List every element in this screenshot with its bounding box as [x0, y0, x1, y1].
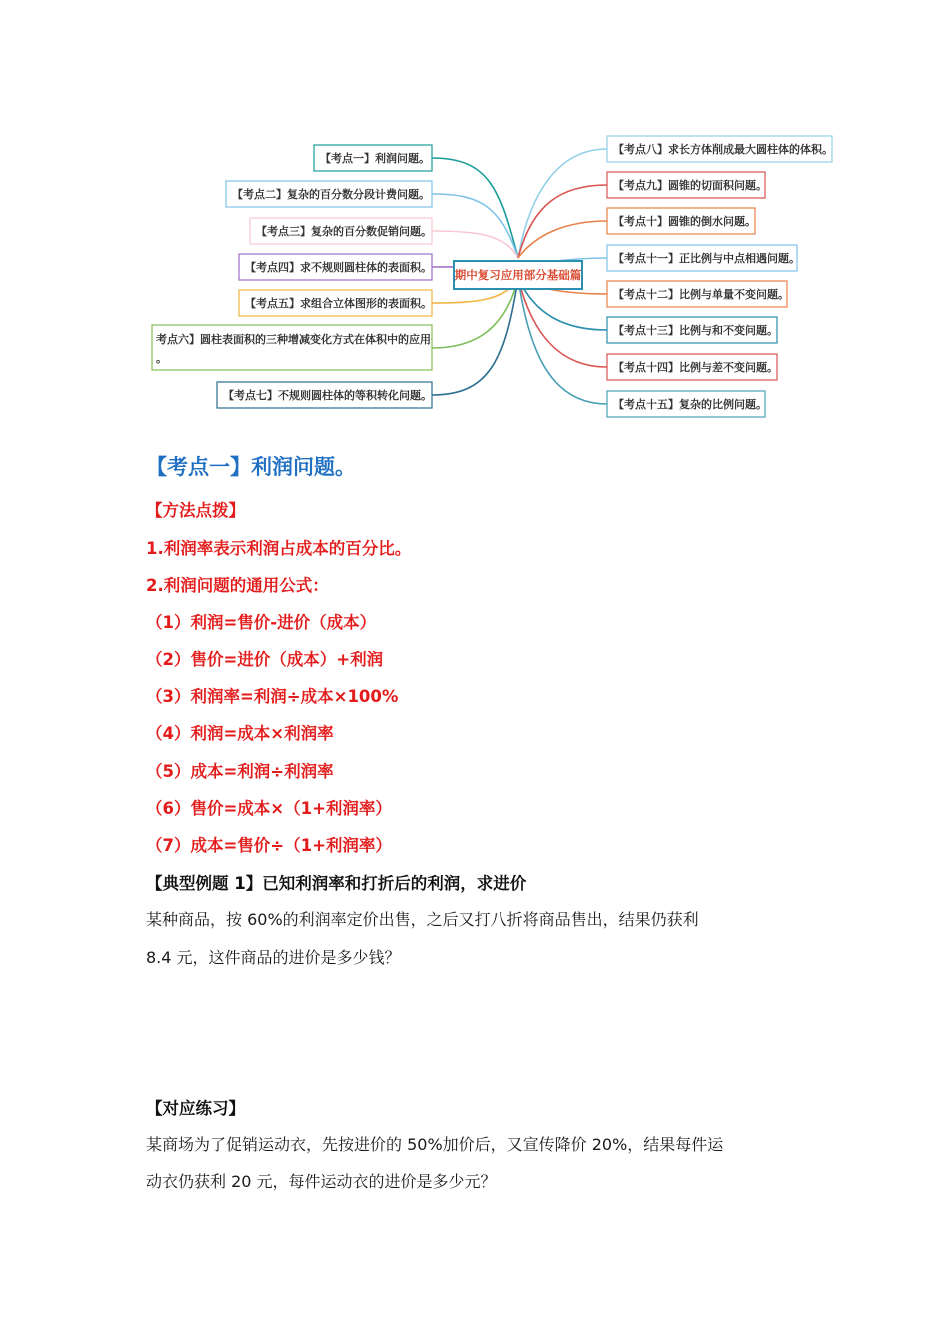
formula-3: （3）利润率=利润÷成本×100%: [146, 687, 399, 706]
node-label: 【考点三】复杂的百分数促销问题。: [256, 225, 432, 238]
mind-map-node-5: [239, 290, 432, 316]
formula-6: （6）售价=成本×（1+利润率）: [146, 799, 392, 818]
formula-7: （7）成本=售价÷（1+利润率）: [146, 836, 392, 855]
connector-left-2: [432, 194, 518, 258]
node-label: 【考点十五】复杂的比例问题。: [613, 398, 767, 411]
mind-map-node-8: [607, 136, 833, 162]
method-heading: 【方法点拨】: [146, 501, 245, 520]
mind-map-node-1: [314, 145, 432, 171]
formula-4: （4）利润=成本×利润率: [146, 724, 334, 743]
node-label: 【考点五】求组合立体图形的表面积。: [245, 297, 432, 310]
example-heading: 【典型例题 1】已知利润率和打折后的利润，求进价: [146, 874, 527, 893]
connector-right-8: [518, 149, 607, 258]
mind-map-node-2: [226, 181, 432, 207]
mind-map-node-7: [217, 382, 432, 408]
node-label: 【考点十四】比例与差不变问题。: [613, 361, 778, 374]
mind-map-center: [454, 261, 582, 289]
mind-map-node-15: [607, 391, 767, 417]
mind-map-node-11: [607, 245, 800, 271]
connector-right-15: [518, 278, 607, 404]
mind-map-node-6: [152, 325, 432, 370]
mind-map-node-4: [239, 254, 432, 280]
connector-right-10: [518, 221, 607, 258]
method-point-2: 2.利润问题的通用公式：: [146, 576, 329, 595]
example-text-line-2: 8.4 元，这件商品的进价是多少钱？: [146, 948, 401, 967]
mind-map: [0, 0, 950, 440]
mind-map-node-14: [607, 354, 778, 380]
practice-text-line-1: 某商场为了促销运动衣，先按进价的 50%加价后，又宣传降价 20%，结果每件运: [146, 1135, 724, 1154]
mind-map-node-3: [250, 218, 432, 244]
practice-text-line-2: 动衣仍获利 20 元，每件运动衣的进价是多少元？: [146, 1172, 497, 1191]
node-label: 【考点十】圆锥的倒水问题。: [613, 215, 756, 228]
node-label: 【考点二】复杂的百分数分段计费问题。: [232, 188, 430, 201]
node-label: 【考点十二】比例与单量不变问题。: [613, 288, 789, 301]
formula-2: （2）售价=进价（成本）+利润: [146, 650, 384, 669]
node-label: 【考点七】不规则圆柱体的等积转化问题。: [223, 389, 432, 402]
connector-left-7: [432, 278, 518, 395]
method-point-1: 1.利润率表示利润占成本的百分比。: [146, 539, 412, 558]
node-label: 【考点四】求不规则圆柱体的表面积。: [245, 261, 432, 274]
formula-5: （5）成本=利润÷利润率: [146, 762, 334, 781]
node-label: 【考点十一】正比例与中点相遇问题。: [613, 252, 800, 265]
center-label: 期中复习应用部分基础篇: [454, 268, 582, 282]
connector-left-3: [432, 231, 518, 258]
node-label: 考点六】圆柱表面积的三种增减变化方式在体积中的应用: [156, 333, 431, 346]
example-text-line-1: 某种商品，按 60%的利润率定价出售，之后又打八折将商品售出，结果仍获利: [146, 910, 699, 929]
mind-map-node-12: [607, 281, 789, 307]
mind-map-node-10: [607, 208, 756, 234]
practice-heading: 【对应练习】: [146, 1099, 245, 1118]
node-label-cont: 。: [156, 352, 167, 365]
mind-map-node-13: [607, 317, 778, 343]
section-title: 【考点一】利润问题。: [146, 455, 356, 479]
formula-1: （1）利润=售价-进价（成本）: [146, 613, 377, 632]
node-label: 【考点九】圆锥的切面积问题。: [613, 179, 767, 192]
mind-map-node-9: [607, 172, 767, 198]
node-label: 【考点八】求长方体削成最大圆柱体的体积。: [613, 143, 833, 156]
node-label: 【考点十三】比例与和不变问题。: [613, 324, 778, 337]
node-label: 【考点一】利润问题。: [320, 152, 430, 165]
